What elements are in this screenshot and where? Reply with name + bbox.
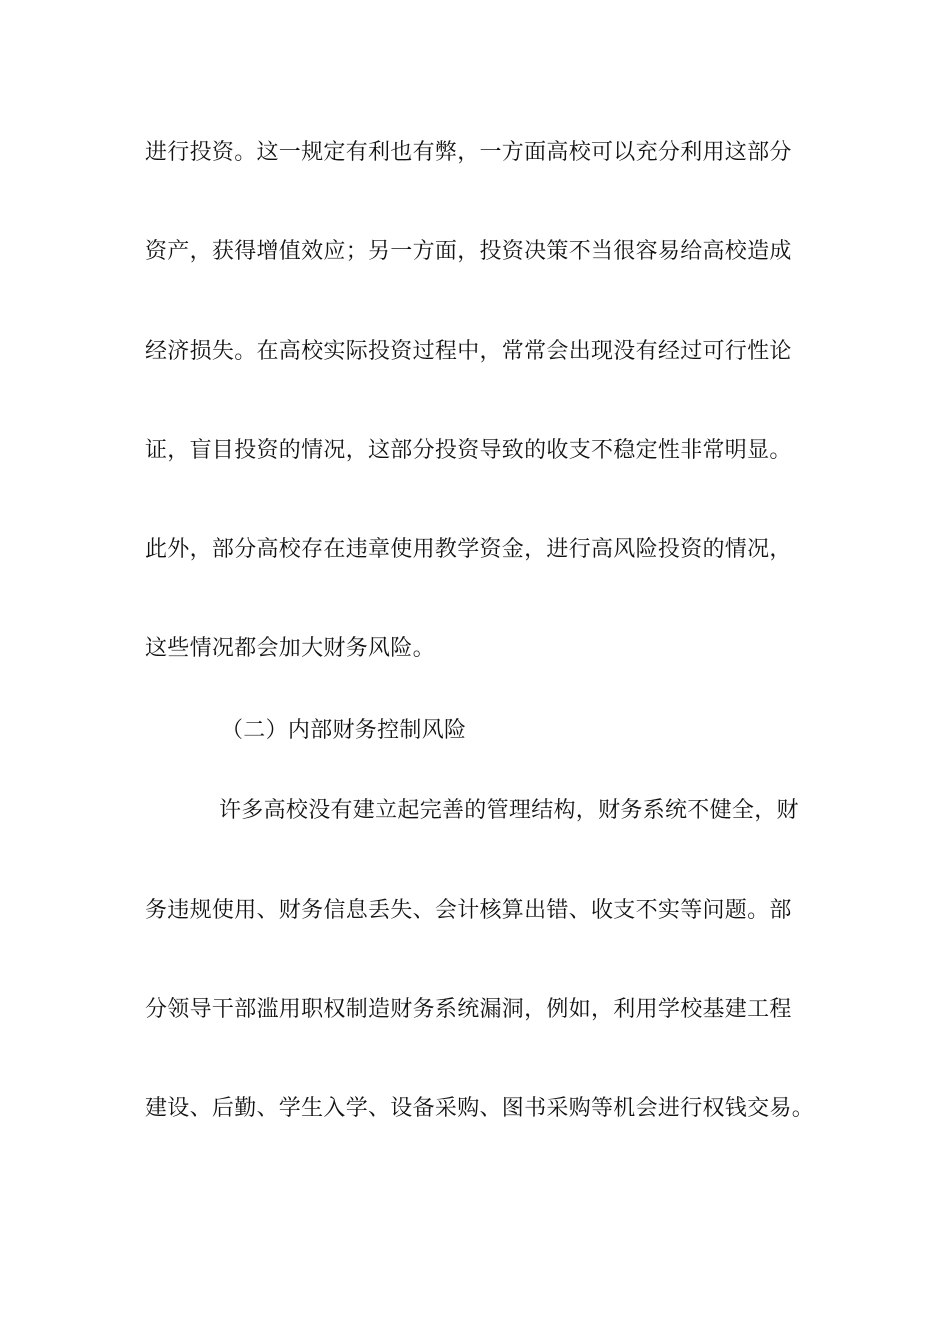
paragraph-1-line-3: 经济损失。在高校实际投资过程中，常常会出现没有经过可行性论	[145, 339, 792, 364]
paragraph-1-line-2: 资产，获得增值效应；另一方面，投资决策不当很容易给高校造成	[145, 239, 792, 264]
paragraph-2-line-4: 建设、后勤、学生入学、设备采购、图书采购等机会进行权钱交易。	[145, 1096, 815, 1121]
paragraph-2-line-3: 分领导干部滥用职权制造财务系统漏洞，例如，利用学校基建工程	[145, 997, 792, 1022]
paragraph-1-line-4: 证，盲目投资的情况，这部分投资导致的收支不稳定性非常明显。	[145, 438, 792, 463]
paragraph-2-line-1: 许多高校没有建立起完善的管理结构，财务系统不健全，财	[219, 798, 799, 823]
paragraph-1-line-6: 这些情况都会加大财务风险。	[145, 636, 435, 661]
paragraph-1-line-5: 此外，部分高校存在违章使用教学资金，进行高风险投资的情况，	[145, 537, 792, 562]
paragraph-1-line-1: 进行投资。这一规定有利也有弊，一方面高校可以充分利用这部分	[145, 140, 792, 165]
section-heading: （二）内部财务控制风险	[221, 718, 467, 743]
paragraph-2-line-2: 务违规使用、财务信息丢失、会计核算出错、收支不实等问题。部	[145, 898, 792, 923]
